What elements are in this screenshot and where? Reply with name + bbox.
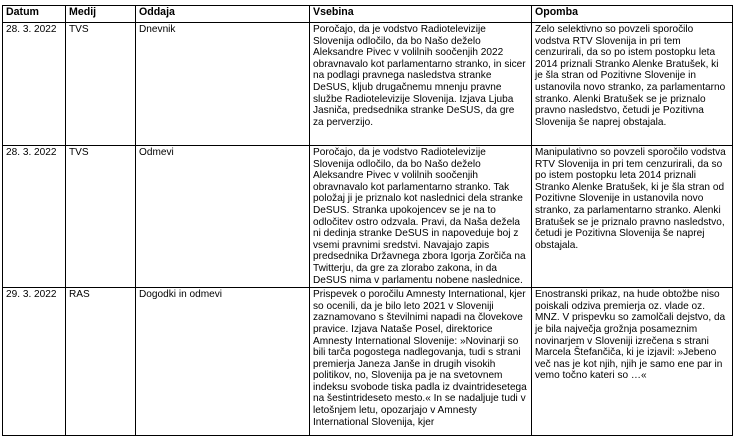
media-monitoring-table — [2, 5, 733, 436]
table-row — [3, 288, 733, 436]
header-note: Opomba — [532, 6, 733, 23]
table-row — [3, 23, 733, 146]
cell-show: Odmevi — [136, 146, 310, 288]
header-show: Oddaja — [136, 6, 310, 23]
cell-content: Poročajo, da je vodstvo Radiotelevizije Slovenija odločilo, da bo Našo deželo Aleksandre Pivec v volilnih soočenjih obravnavalo kot parlamentarno stranko. Tak položaj ji je priznalo kot naslednici dela stranke DeSUS. Stranka upokojencev se je na to odločitev ostro odzvala. Pravi, da Naša dežela ni dedinja stranke DeSUS in napoveduje boj z vsemi pravnimi sredstvi. Navajajo zapis predsednika Državnega zbora Igorja Zorčiča na Twitterju, da gre za zlorabo zakona, in da DeSUS nima v parlamentu nobene naslednice. — [310, 146, 532, 288]
cell-note: Manipulativno so povzeli sporočilo vodstva RTV Slovenija in pri tem cenzurirali, da so po istem postopku leta 2014 priznali Stranko Alenke Bratušek, ki je šla stran od Pozitivne Slovenije in ustanovila novo stranko, za parlamentarno stranko. Alenki Bratušek se je priznalo pravno nasledstvo, četudi je Pozitivna Slovenija še naprej obstajala. — [532, 146, 733, 288]
cell-medium: TVS — [66, 146, 136, 288]
cell-note: Enostranski prikaz, na hude obtožbe niso poiskali odziva premierja oz. vlade oz. MNZ. V prispevku so zamolčali dejstvo, da je bila največja grožnja posameznim novinarjem v Sloveniji izrečena s strani Marcela Štefančiča, ki je izjavil: »Jebeno več nas je kot njih, njih je samo ene par in vemo točno kateri so …« — [532, 288, 733, 436]
cell-date: 28. 3. 2022 — [3, 23, 66, 146]
cell-show: Dnevnik — [136, 23, 310, 146]
header-date: Datum — [3, 6, 66, 23]
cell-medium: RAS — [66, 288, 136, 436]
header-medium: Medij — [66, 6, 136, 23]
header-content: Vsebina — [310, 6, 532, 23]
cell-show: Dogodki in odmevi — [136, 288, 310, 436]
cell-date: 29. 3. 2022 — [3, 288, 66, 436]
table-row — [3, 146, 733, 288]
cell-content: Poročajo, da je vodstvo Radiotelevizije Slovenija odločilo, da bo Našo deželo Aleksandre Pivec v volilnih soočenjih 2022 obravnavalo kot parlamentarno stranko, in sicer na podlagi pravnega nasledstva stranke DeSUS, kljub drugačnemu mnenju pravne službe Radiotelevizije Slovenija. Izjava Ljuba Jasniča, predsednika stranke DeSUS, da gre za perverzijo. — [310, 23, 532, 146]
cell-medium: TVS — [66, 23, 136, 146]
cell-date: 28. 3. 2022 — [3, 146, 66, 288]
cell-note: Zelo selektivno so povzeli sporočilo vodstva RTV Slovenija in pri tem cenzurirali, da so po istem postopku leta 2014 priznali Stranko Alenke Bratušek, ki je šla stran od Pozitivne Slovenije in ustanovila novo stranko, za parlamentarno stranko. Alenki Bratušek se je priznalo pravno nasledstvo, četudi je Pozitivna Slovenija še naprej obstajala. — [532, 23, 733, 146]
table-header-row — [3, 6, 733, 23]
cell-content: Prispevek o poročilu Amnesty International, kjer so ocenili, da je bilo leto 2021 v Sloveniji zaznamovano s številnimi napadi na človekove pravice. Izjava Nataše Posel, direktorice Amnesty International Slovenije: »Novinarji so bili tarča pogostega nadlegovanja, tudi s strani premierja Janeza Janše in drugih visokih politikov, no, Slovenija pa je na svetovnem indeksu svobode tiska padla iz dvaintridesetega na šestintrideseto mesto.« In se nadaljuje tudi v letošnjem letu, opozarjajo v Amnesty International Slovenija, kjer — [310, 288, 532, 436]
